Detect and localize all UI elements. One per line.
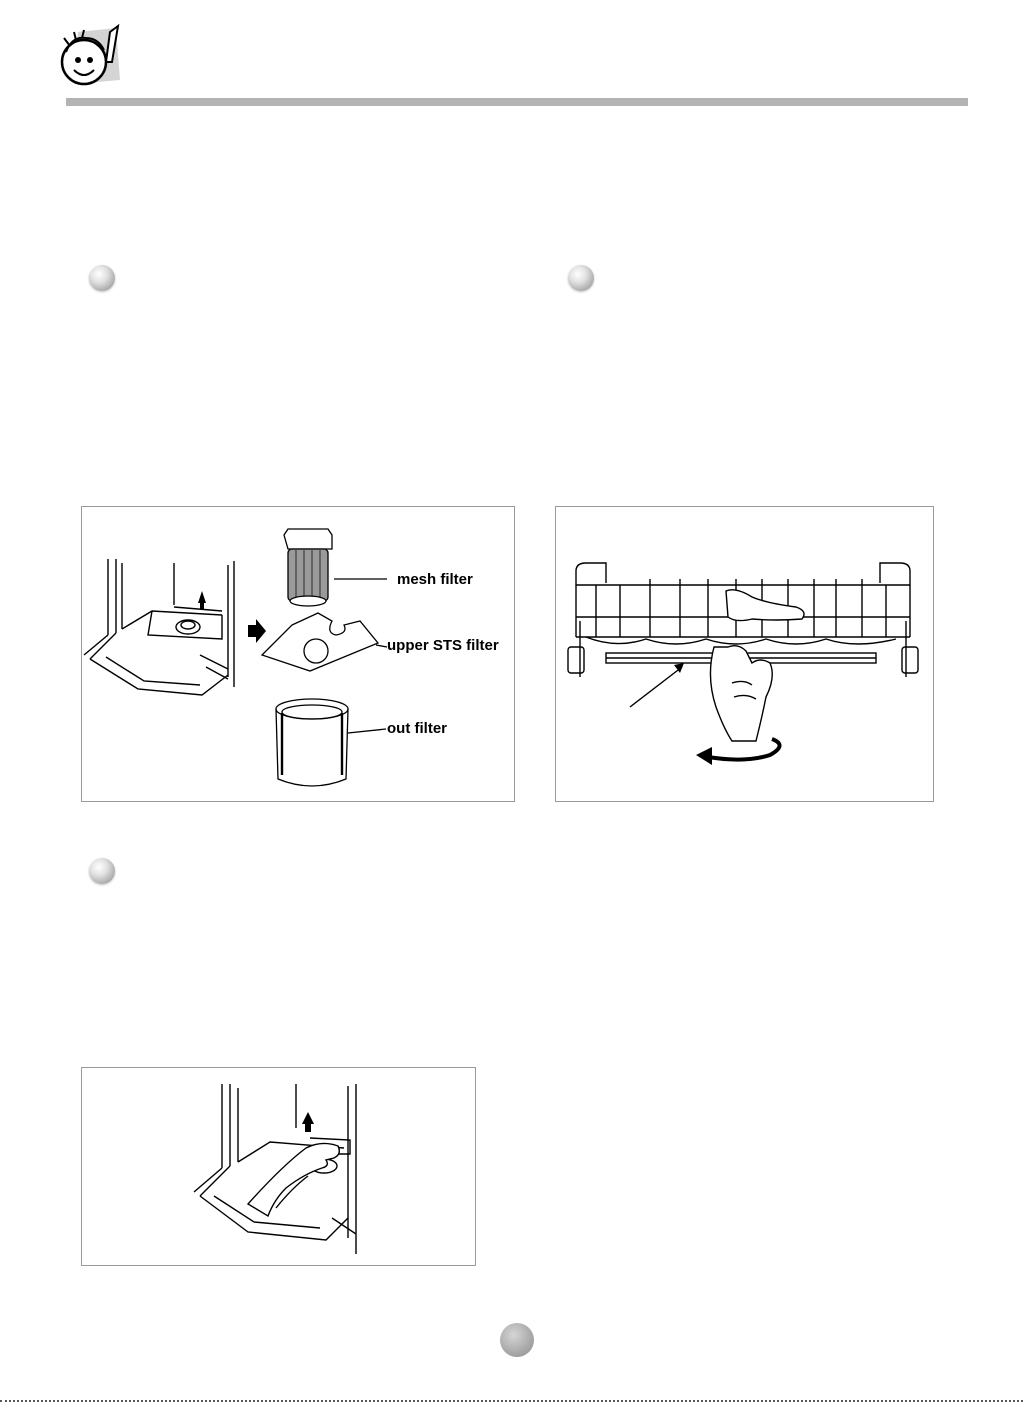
- figure-filters: [81, 506, 515, 802]
- header-rule: [66, 98, 968, 106]
- out-filter-label: out filter: [387, 720, 447, 737]
- dishwasher-tub-illustration: [82, 507, 514, 801]
- section-bullet-icon: [568, 265, 594, 291]
- figure-remove-filter: [81, 1067, 476, 1266]
- section-bullet-icon: [89, 858, 115, 884]
- page-number-badge: [500, 1323, 534, 1357]
- section-bullet-icon: [89, 265, 115, 291]
- upper-sts-filter-label: upper STS filter: [387, 637, 499, 654]
- mesh-filter-label: mesh filter: [397, 571, 473, 588]
- mascot-logo-icon: [52, 22, 132, 92]
- rack-hand-illustration: [556, 507, 933, 801]
- figure-rack: [555, 506, 934, 802]
- bottom-cut-line: [0, 1400, 1023, 1402]
- remove-filter-illustration: [82, 1068, 475, 1265]
